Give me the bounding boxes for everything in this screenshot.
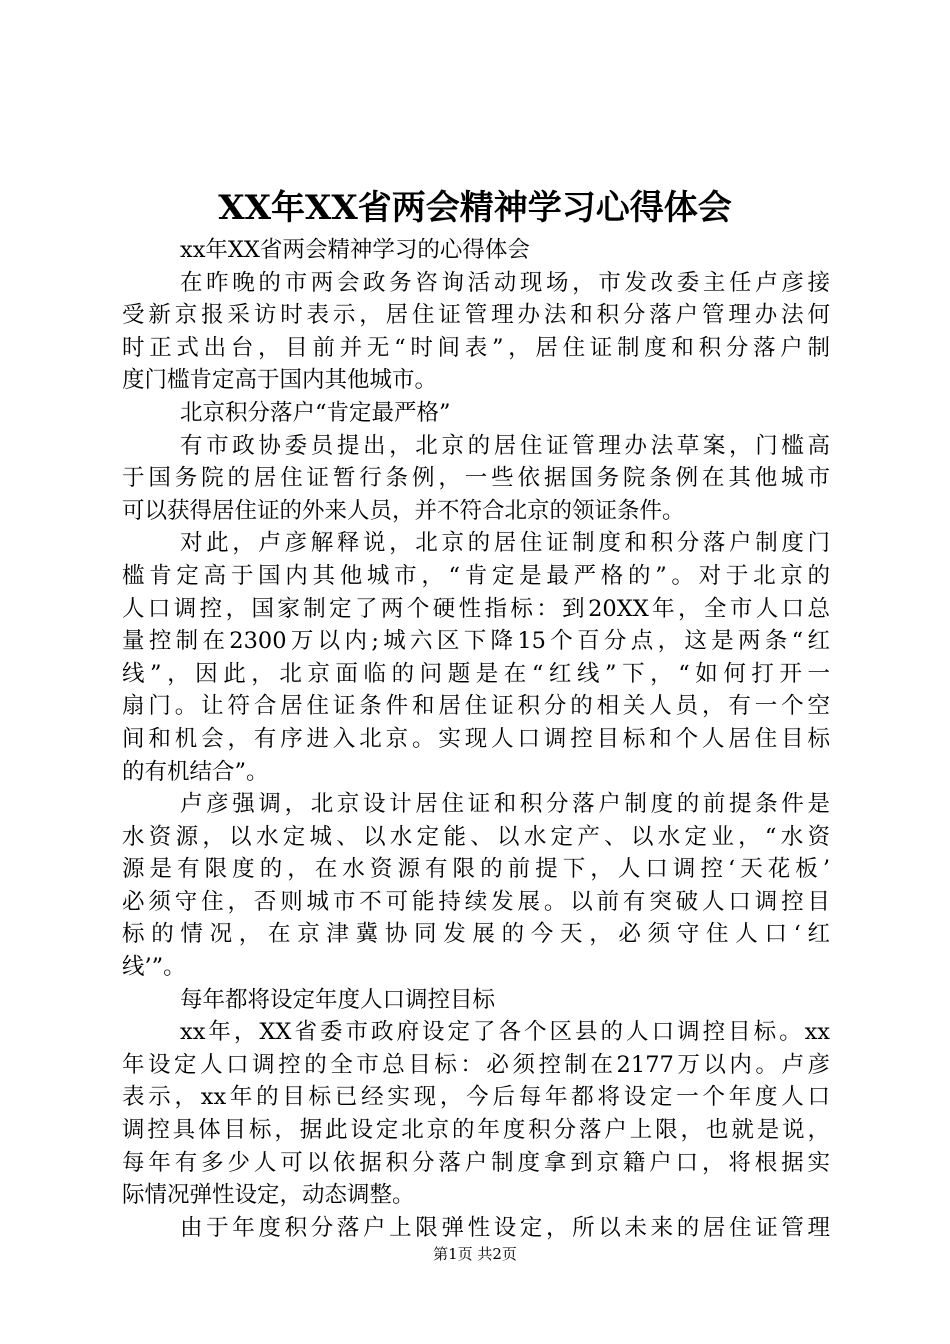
paragraph-line: 线’”。 [122, 954, 186, 981]
paragraph-line: 人口调控，国家制定了两个硬性指标：到20XX年，全市人口总 [122, 595, 830, 622]
paragraph-line: 度门槛肯定高于国内其他城市。 [122, 367, 438, 394]
paragraph-line: 由于年度积分落户上限弹性设定，所以未来的居住证管理 [180, 1214, 830, 1241]
paragraph-line: 的有机结合”。 [122, 758, 269, 785]
paragraph-line: 在昨晚的市两会政务咨询活动现场，市发改委主任卢彦接 [180, 269, 830, 296]
paragraph-line: 每年有多少人可以依据积分落户制度拿到京籍户口，将根据实 [122, 1149, 830, 1176]
paragraph-line: 源是有限度的，在水资源有限的前提下，人口调控‘天花板’ [122, 856, 830, 883]
paragraph-line: 量控制在2300万以内;城六区下降15个百分点，这是两条“红 [122, 628, 830, 655]
paragraph-line: 有市政协委员提出，北京的居住证管理办法草案，门槛高 [180, 432, 830, 459]
paragraph-line: 间和机会，有序进入北京。实现人口调控目标和个人居住目标 [122, 725, 830, 752]
paragraph-line: 际情况弹性设定，动态调整。 [122, 1182, 415, 1209]
paragraph-line: xx年，XX省委市政府设定了各个区县的人口调控目标。xx [180, 1019, 830, 1046]
paragraph-line: 槛肯定高于国内其他城市，“肯定是最严格的”。对于北京的 [122, 562, 830, 589]
page-footer: 第1页 共2页 [433, 1245, 517, 1263]
document-body [122, 234, 830, 1244]
document-title: XX年XX省两会精神学习心得体会 [218, 188, 732, 228]
paragraph-line: 年设定人口调控的全市总目标：必须控制在2177万以内。卢彦 [122, 1051, 830, 1078]
paragraph-line: 于国务院的居住证暂行条例，一些依据国务院条例在其他城市 [122, 465, 830, 492]
paragraph-line: 受新京报采访时表示，居住证管理办法和积分落户管理办法何 [122, 302, 830, 329]
paragraph-line: 对此，卢彦解释说，北京的居住证制度和积分落户制度门 [180, 530, 830, 557]
paragraph-line: 标的情况，在京津冀协同发展的今天，必须守住人口‘红 [122, 921, 830, 948]
paragraph-line: 必须守住，否则城市不可能持续发展。以前有突破人口调控目 [122, 888, 830, 915]
paragraph-line: 水资源，以水定城、以水定能、以水定产、以水定业，“水资 [122, 823, 830, 850]
paragraph-line: 调控具体目标，据此设定北京的年度积分落户上限，也就是说， [122, 1117, 830, 1144]
paragraph-line: 表示，xx年的目标已经实现，今后每年都将设定一个年度人口 [122, 1084, 830, 1111]
paragraph-line: 扇门。让符合居住证条件和居住证积分的相关人员，有一个空 [122, 693, 830, 720]
subtitle-line: xx年XX省两会精神学习的心得体会 [180, 237, 530, 263]
paragraph-line: 时正式出台，目前并无“时间表”，居住证制度和积分落户制 [122, 334, 830, 361]
paragraph-line: 线”，因此，北京面临的问题是在“红线”下，“如何打开一 [122, 660, 830, 687]
paragraph-line: 卢彦强调，北京设计居住证和积分落户制度的前提条件是 [180, 791, 830, 818]
paragraph-line: 可以获得居住证的外来人员，并不符合北京的领证条件。 [122, 497, 685, 524]
section-heading: 北京积分落户“肯定最严格” [180, 399, 451, 426]
section-heading: 每年都将设定年度人口调控目标 [180, 986, 496, 1013]
